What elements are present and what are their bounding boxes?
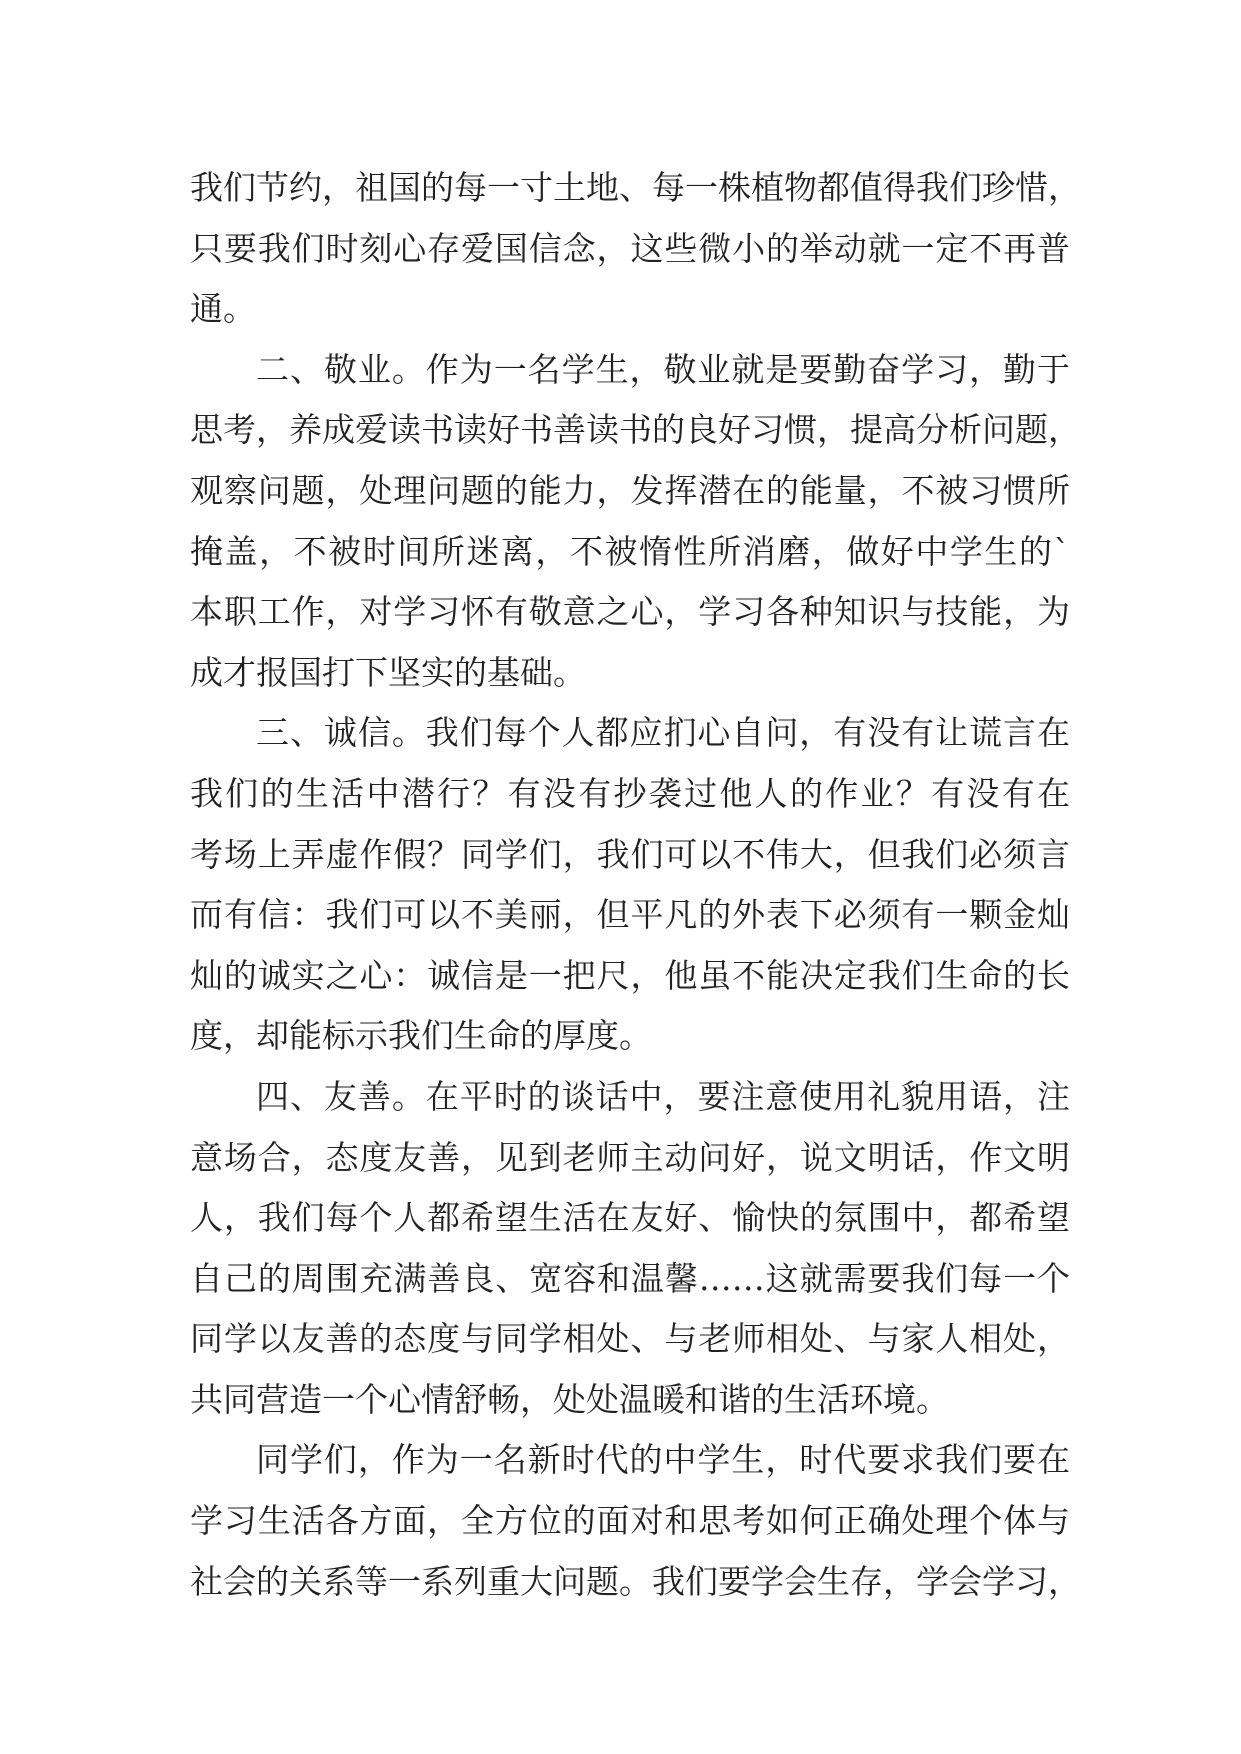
text-line: 而有信：我们可以不美丽，但平凡的外表下必须有一颗金灿 xyxy=(190,895,1070,935)
text-line: 意场合，态度友善，见到老师主动问好，说文明话，作文明 xyxy=(190,1137,1070,1177)
body-text xyxy=(190,158,1081,1612)
text-line: 共同营造一个心情舒畅，处处温暖和谐的生活环境。 xyxy=(190,1379,949,1419)
text-line: 社会的关系等一系列重大问题。我们要学会生存，学会学习， xyxy=(190,1561,1081,1601)
paragraph-start-line: 二、敬业。作为一名学生，敬业就是要勤奋学习，勤于 xyxy=(256,349,1070,389)
text-line: 自己的周围充满善良、宽容和温馨……这就需要我们每一个 xyxy=(190,1258,1070,1298)
text-line: 人，我们每个人都希望生活在友好、愉快的氛围中，都希望 xyxy=(190,1198,1070,1238)
text-line: 观察问题，处理问题的能力，发挥潜在的能量，不被习惯所 xyxy=(190,470,1070,510)
paragraph-start-line: 四、友善。在平时的谈话中，要注意使用礼貌用语，注 xyxy=(256,1076,1070,1116)
paragraph-start-line: 同学们，作为一名新时代的中学生，时代要求我们要在 xyxy=(256,1440,1070,1480)
text-line: 思考，养成爱读书读好书善读书的良好习惯，提高分析问题， xyxy=(190,410,1081,450)
text-line: 掩盖，不被时间所迷离，不被惰性所消磨，做好中学生的` xyxy=(190,531,1070,571)
text-line: 度，却能标示我们生命的厚度。 xyxy=(190,1016,652,1056)
text-line: 通。 xyxy=(190,289,256,329)
text-line: 本职工作，对学习怀有敬意之心，学习各种知识与技能，为 xyxy=(190,592,1070,632)
text-line: 学习生活各方面，全方位的面对和思考如何正确处理个体与 xyxy=(190,1501,1070,1541)
text-line: 我们节约，祖国的每一寸土地、每一株植物都值得我们珍惜， xyxy=(190,168,1081,207)
text-line: 我们的生活中潜行？有没有抄袭过他人的作业？有没有在 xyxy=(190,773,1070,813)
text-line: 成才报国打下坚实的基础。 xyxy=(190,652,586,692)
text-line: 考场上弄虚作假？同学们，我们可以不伟大，但我们必须言 xyxy=(190,834,1070,874)
text-line: 灿的诚实之心：诚信是一把尺，他虽不能决定我们生命的长 xyxy=(190,955,1070,995)
text-line: 同学以友善的态度与同学相处、与老师相处、与家人相处， xyxy=(190,1319,1070,1359)
paragraph-start-line: 三、诚信。我们每个人都应扪心自问，有没有让谎言在 xyxy=(256,713,1070,753)
text-line: 只要我们时刻心存爱国信念，这些微小的举动就一定不再普 xyxy=(190,228,1070,268)
